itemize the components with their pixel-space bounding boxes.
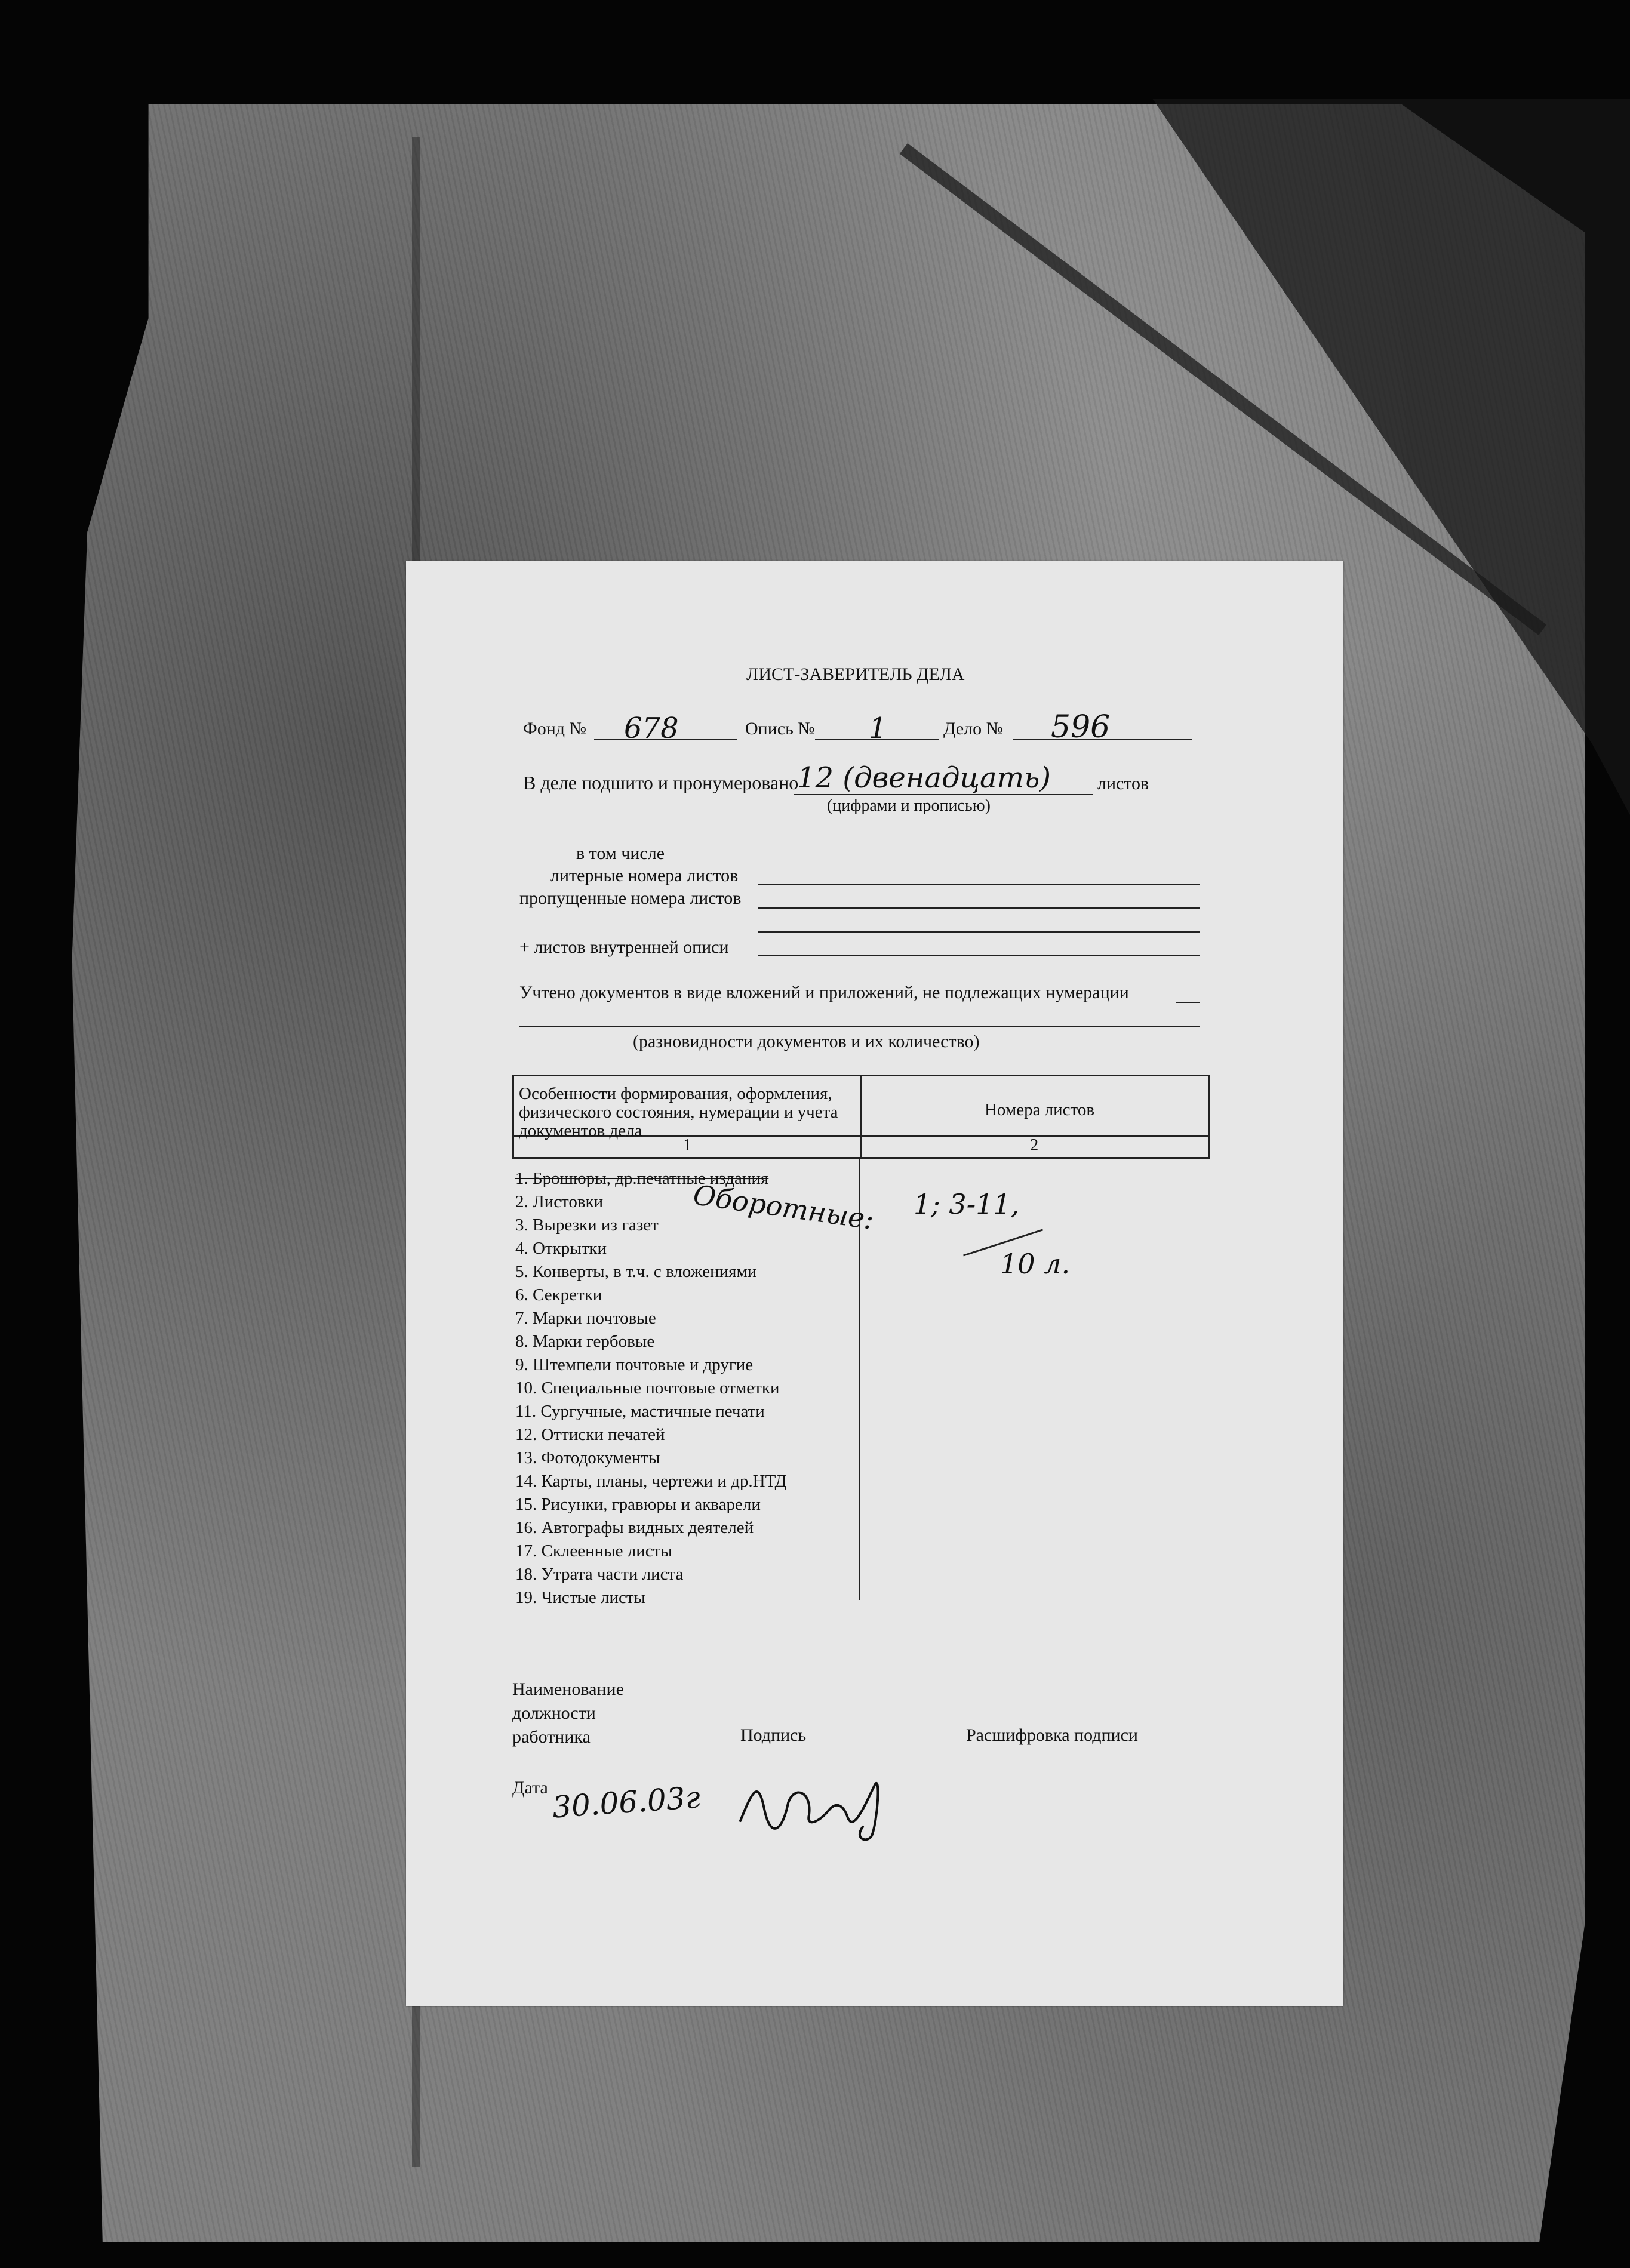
inner-underline (758, 955, 1200, 956)
handwritten-count: 10 л. (1000, 1248, 1071, 1280)
sewn-value: 12 (двенадцать) (797, 761, 1051, 795)
kinds-hint: (разновидности документов и их количество) (633, 1032, 980, 1051)
sewn-label: В деле подшито и пронумеровано (523, 772, 799, 793)
list-item: 1. Брошюры, др.печатные издания (515, 1169, 769, 1188)
delo-label: Дело № (943, 719, 1004, 738)
table-col1-number: 1 (682, 1135, 692, 1155)
list-item: 8. Марки гербовые (515, 1332, 655, 1351)
liter-underline (758, 884, 1200, 885)
list-item: 13. Фотодокументы (515, 1448, 660, 1467)
opis-value: 1 (869, 712, 887, 745)
list-item: 2. Листовки (515, 1192, 604, 1211)
sewn-suffix: листов (1097, 774, 1149, 793)
missing-underline-2 (758, 931, 1200, 933)
signature-label: Подпись (740, 1725, 807, 1745)
missing-underline (758, 907, 1200, 909)
liter-label: литерные номера листов (550, 866, 739, 885)
position-label: Наименование должности работника (512, 1679, 624, 1747)
including-label: в том числе (576, 844, 665, 863)
list-item: 18. Утрата части листа (515, 1565, 684, 1584)
list-item: 15. Рисунки, гравюры и акварели (515, 1495, 761, 1514)
features-table-header (512, 1075, 1210, 1140)
list-item: 4. Открытки (515, 1239, 607, 1258)
fond-value: 678 (624, 712, 679, 745)
counted-underline-end (1176, 1002, 1200, 1003)
table-col1-header: Особенности формирования, оформления, физического состояния, нумерации и учета документов дела (519, 1084, 838, 1140)
counted-label: Учтено документов в виде вложений и приложений, не подлежащих нумерации (519, 983, 1129, 1002)
table-number-row (512, 1133, 1210, 1159)
features-list (515, 1167, 786, 1610)
list-item: 9. Штемпели почтовые и другие (515, 1355, 754, 1374)
list-item: 10. Специальные почтовые отметки (515, 1378, 780, 1398)
handwritten-pages: 1; 3-11, (914, 1188, 1020, 1220)
inner-label: + листов внутренней описи (519, 937, 729, 957)
table-divider (860, 1076, 862, 1135)
list-item: 19. Чистые листы (515, 1588, 646, 1607)
list-item: 7. Марки почтовые (515, 1309, 656, 1328)
handwritten-signature (728, 1767, 896, 1845)
list-item: 17. Склеенные листы (515, 1541, 672, 1561)
opis-label: Опись № (745, 719, 815, 738)
certification-sheet (406, 561, 1343, 2006)
delo-value: 596 (1051, 709, 1111, 745)
list-item: 3. Вырезки из газет (515, 1215, 659, 1235)
date-value: 30.06.03г (551, 1780, 702, 1825)
list-item: 14. Карты, планы, чертежи и др.НТД (515, 1472, 787, 1491)
table-col2-header: Номера листов (984, 1100, 1095, 1119)
table-col2-number: 2 (1029, 1135, 1039, 1155)
list-item: 11. Сургучные, мастичные печати (515, 1402, 765, 1421)
sewn-hint: (цифрами и прописью) (827, 796, 991, 815)
list-item: 12. Оттиски печатей (515, 1425, 665, 1444)
list-item: 6. Секретки (515, 1285, 602, 1304)
date-label: Дата (512, 1778, 548, 1798)
fond-label: Фонд № (523, 719, 587, 738)
sheet-title: ЛИСТ-ЗАВЕРИТЕЛЬ ДЕЛА (746, 664, 965, 684)
list-item: 16. Автографы видных деятелей (515, 1518, 754, 1537)
decode-label: Расшифровка подписи (966, 1725, 1138, 1745)
handwritten-reverse-label: Оборотные: (691, 1178, 876, 1236)
list-item: 5. Конверты, в т.ч. с вложениями (515, 1262, 757, 1281)
counted-underline (519, 1026, 1200, 1027)
missing-label: пропущенные номера листов (519, 888, 742, 908)
